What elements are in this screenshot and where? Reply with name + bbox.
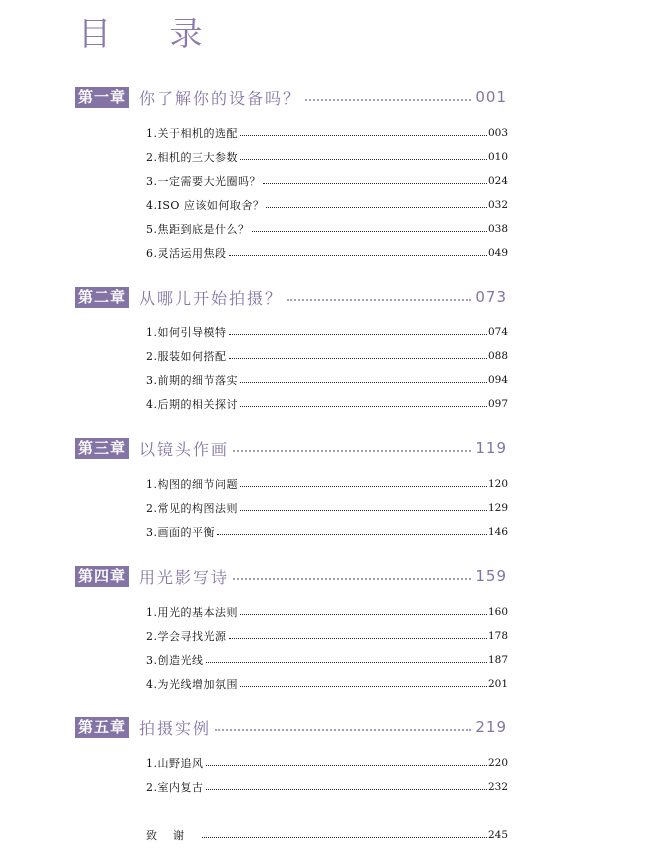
- entry-page-number: 038: [487, 223, 508, 235]
- chapter-title: 拍摄实例: [139, 718, 212, 738]
- toc-entry[interactable]: [146, 125, 508, 141]
- entry-page-number: 074: [487, 326, 508, 338]
- chapter-badge: 第四章: [75, 566, 129, 587]
- toc-entry[interactable]: [146, 524, 508, 540]
- entry-label: 1.如何引导模特: [146, 326, 227, 339]
- toc-entry[interactable]: [146, 173, 508, 189]
- entry-page-number: 088: [487, 350, 508, 362]
- dot-leader: [233, 578, 471, 580]
- page-title: 目 录: [78, 14, 227, 53]
- toc-entry[interactable]: [146, 755, 508, 771]
- entry-page-number: 094: [487, 374, 508, 386]
- toc-entry[interactable]: [146, 652, 508, 668]
- chapter-page-number: 001: [475, 88, 507, 106]
- dot-leader: [305, 99, 471, 101]
- toc-entry[interactable]: [146, 676, 508, 692]
- dot-leader: [240, 382, 487, 383]
- entry-label: 2.相机的三大参数: [146, 151, 238, 164]
- dot-leader: [229, 255, 487, 256]
- chapter-page-number: 119: [475, 439, 507, 457]
- entry-label: 1.用光的基本法则: [146, 606, 238, 619]
- entry-page-number: 187: [487, 654, 508, 666]
- entry-page-number: 032: [487, 199, 508, 211]
- dot-leader: [240, 614, 487, 615]
- entry-label: 5.焦距到底是什么？: [146, 223, 250, 236]
- dot-leader: [206, 662, 487, 663]
- entry-label: 1.关于相机的选配: [146, 127, 238, 140]
- toc-entry[interactable]: [146, 500, 508, 516]
- entry-label: 2.室内复古: [146, 781, 204, 794]
- entry-label: 3.画面的平衡: [146, 526, 215, 539]
- dot-leader: [252, 231, 487, 232]
- toc-entry[interactable]: [146, 476, 508, 492]
- entry-label: 1.构图的细节问题: [146, 478, 238, 491]
- entry-page-number: 129: [487, 502, 508, 514]
- toc-entry[interactable]: [146, 628, 508, 644]
- chapter-title: 从哪儿开始拍摄？: [139, 288, 284, 308]
- entry-label: 2.服装如何搭配: [146, 350, 227, 363]
- chapter-heading[interactable]: [75, 565, 507, 587]
- dot-leader: [287, 299, 471, 301]
- chapter-badge: 第五章: [75, 717, 129, 738]
- dot-leader: [229, 638, 487, 639]
- entry-page-number: 024: [487, 175, 508, 187]
- chapter-page-number: 159: [475, 567, 507, 585]
- entry-page-number: 201: [487, 678, 508, 690]
- entry-page-number: 049: [487, 247, 508, 259]
- dot-leader: [217, 534, 487, 535]
- dot-leader: [240, 510, 487, 511]
- toc-entry[interactable]: [146, 245, 508, 261]
- entry-label: 3.创造光线: [146, 654, 204, 667]
- toc-entry[interactable]: [146, 372, 508, 388]
- toc-entry[interactable]: [146, 221, 508, 237]
- entry-page-number: 097: [487, 398, 508, 410]
- toc-entry-acknowledgement[interactable]: [146, 827, 508, 843]
- entry-page-number: 245: [487, 829, 508, 841]
- entry-page-number: 160: [487, 606, 508, 618]
- entry-page-number: 010: [487, 151, 508, 163]
- entry-page-number: 220: [487, 757, 508, 769]
- entry-label: 3.一定需要大光圈吗？: [146, 175, 261, 188]
- entry-label: 4.ISO 应该如何取舍？: [146, 199, 265, 212]
- dot-leader: [266, 207, 487, 208]
- dot-leader: [206, 789, 487, 790]
- toc-entry[interactable]: [146, 348, 508, 364]
- dot-leader: [202, 837, 487, 838]
- chapter-page-number: 073: [475, 288, 507, 306]
- entry-label: 6.灵活运用焦段: [146, 247, 227, 260]
- toc-entry[interactable]: [146, 197, 508, 213]
- dot-leader: [240, 486, 487, 487]
- dot-leader: [240, 135, 487, 136]
- chapter-heading[interactable]: [75, 437, 507, 459]
- entry-page-number: 146: [487, 526, 508, 538]
- chapter-heading[interactable]: [75, 286, 507, 308]
- chapter-heading[interactable]: [75, 716, 507, 738]
- dot-leader: [233, 450, 471, 452]
- chapter-page-number: 219: [475, 718, 507, 736]
- toc-entry[interactable]: [146, 396, 508, 412]
- toc-entry[interactable]: [146, 149, 508, 165]
- dot-leader: [229, 358, 487, 359]
- entry-label: 1.山野追风: [146, 757, 204, 770]
- entry-page-number: 120: [487, 478, 508, 490]
- chapter-badge: 第二章: [75, 287, 129, 308]
- dot-leader: [215, 729, 471, 731]
- dot-leader: [206, 765, 487, 766]
- dot-leader: [240, 159, 487, 160]
- chapter-title: 你了解你的设备吗？: [139, 88, 302, 108]
- chapter-badge: 第三章: [75, 438, 129, 459]
- chapter-heading[interactable]: [75, 86, 507, 108]
- entry-label: 3.前期的细节落实: [146, 374, 238, 387]
- chapter-title: 用光影写诗: [139, 567, 230, 587]
- entry-label: 4.为光线增加氛围: [146, 678, 238, 691]
- entry-page-number: 232: [487, 781, 508, 793]
- toc-entry[interactable]: [146, 779, 508, 795]
- dot-leader: [263, 183, 487, 184]
- dot-leader: [240, 686, 487, 687]
- entry-page-number: 178: [487, 630, 508, 642]
- chapter-badge: 第一章: [75, 87, 129, 108]
- entry-label: 致谢: [146, 829, 200, 842]
- chapter-title: 以镜头作画: [139, 439, 230, 459]
- dot-leader: [240, 406, 487, 407]
- entry-label: 2.学会寻找光源: [146, 630, 227, 643]
- toc-entry[interactable]: [146, 604, 508, 620]
- entry-label: 2.常见的构图法则: [146, 502, 238, 515]
- toc-entry[interactable]: [146, 324, 508, 340]
- entry-page-number: 003: [487, 127, 508, 139]
- entry-label: 4.后期的相关探讨: [146, 398, 238, 411]
- dot-leader: [229, 334, 487, 335]
